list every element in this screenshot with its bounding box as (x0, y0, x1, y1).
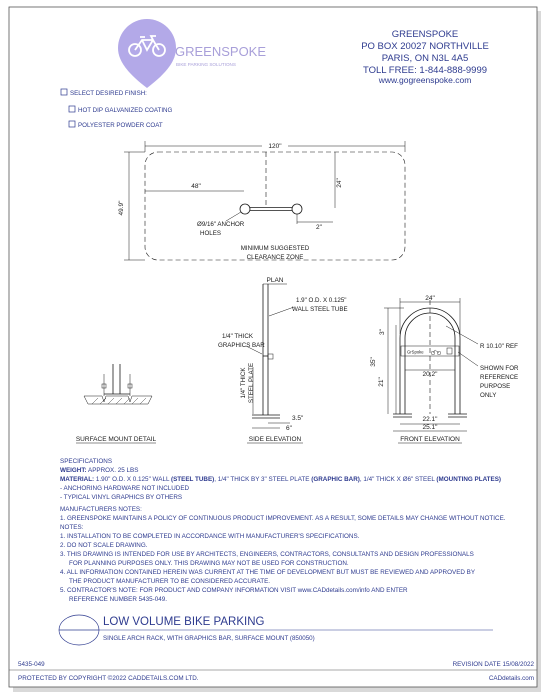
note-3b: FOR PLANNING PURPOSES ONLY. THIS DRAWING MAY NOT BE USED FOR CONSTRUCTION. (69, 560, 349, 567)
clearance-zone-label-2: CLEARANCE ZONE (246, 254, 304, 261)
dim-48-label: 48" (191, 183, 201, 190)
front-dim-35: 35" (370, 357, 377, 367)
front-dim-3: 3" (379, 329, 386, 335)
notes-heading: NOTES: (60, 524, 84, 531)
side-plate-label-2: STEEL PLATE (248, 362, 255, 404)
side-tube-label-1: 1.9" O.D. X 0.125" (296, 297, 347, 304)
caddetails-link[interactable]: CADdetails.com (488, 675, 534, 682)
spec-weight-value: APPROX. 25 LBS (86, 467, 139, 474)
finish-option-powder-coat: POLYESTER POWDER COAT (78, 122, 163, 129)
side-bar-label-1: 1/4" THICK (222, 333, 253, 340)
spec-line-4: - TYPICAL VINYL GRAPHICS BY OTHERS (60, 494, 183, 501)
contact-phone: TOLL FREE: 1-844-888-9999 (362, 65, 488, 76)
note-5a: 5. CONTRACTOR'S NOTE: FOR PRODUCT AND COMPANY INFORMATION VISIT www.CADdetails.com/info AND ENTER (60, 587, 408, 594)
side-plate-label-1: 1/4" THICK (240, 367, 247, 399)
front-elevation-caption: FRONT ELEVATION (400, 436, 460, 443)
note-5b: REFERENCE NUMBER 5435-049. (69, 596, 167, 603)
manufacturer-note-1: 1. GREENSPOKE MAINTAINS A POLICY OF CONTINUOUS PRODUCT IMPROVEMENT. AS A RESULT, SOME DETAILS MAY CHANGE WITHOUT NOTICE. (60, 515, 506, 522)
clearance-zone-label-1: MINIMUM SUGGESTED (240, 245, 310, 252)
spec-material-part-3: , 1/4" THICK X Ø6" STEEL (359, 476, 437, 483)
note-4a: 4. ALL INFORMATION CONTAINED HEREIN WAS CURRENT AT THE TIME OF DEVELOPMENT BUT MUST BE REVIEWED AND APPROVED BY (60, 569, 476, 576)
reference-number: 5435-049 (18, 661, 45, 668)
spec-line-3: - ANCHORING HARDWARE NOT INCLUDED (60, 485, 190, 492)
drawing-subtitle: SINGLE ARCH RACK, WITH GRAPHICS BAR, SURFACE MOUNT (850050) (103, 635, 315, 642)
revision-date: REVISION DATE 15/08/2022 (452, 661, 534, 668)
brand-tagline: BIKE PARKING SOLUTIONS (176, 62, 236, 67)
note-3a: 3. THIS DRAWING IS INTENDED FOR USE BY ARCHITECTS, ENGINEERS, CONTRACTORS, CONSULTANTS AND DESIGN PROFESSIONALS (60, 551, 474, 558)
side-bar-label-2: GRAPHICS BAR (218, 342, 265, 349)
notes-heading-manufacturer: MANUFACTURERS NOTES: (60, 506, 142, 513)
front-dim-20-2: 20.2" (422, 371, 438, 378)
copyright: PROTECTED BY COPYRIGHT ©2022 CADDETAILS.COM LTD. (18, 675, 199, 682)
surface-mount-caption: SURFACE MOUNT DETAIL (75, 436, 157, 443)
spec-weight-label: WEIGHT: (60, 467, 87, 474)
spec-material-steel-tube: (STEEL TUBE) (170, 476, 215, 483)
anchor-holes-label-2: HOLES (200, 230, 221, 237)
graphics-bar-text: GrSpoke (407, 349, 424, 355)
front-ref-label-2: REFERENCE (480, 374, 519, 381)
dim-120-label: 120" (268, 143, 282, 150)
drawing-title: LOW VOLUME BIKE PARKING (103, 616, 265, 628)
side-elevation-caption: SIDE ELEVATION (248, 436, 302, 443)
front-dim-25-1: 25.1" (422, 424, 438, 431)
brand-name: GREENSPOKE (175, 44, 267, 59)
dim-49-label: 49.9" (118, 200, 125, 216)
spec-material-part-2: , 1/4" THICK BY 3" STEEL PLATE (214, 476, 312, 483)
dim-24-plan-label: 24" (336, 178, 343, 188)
finish-option-hot-dip: HOT DIP GALVANIZED COATING (78, 107, 173, 114)
note-4b: THE PRODUCT MANUFACTURER TO BE CONSIDERED ACCURATE. (69, 578, 271, 585)
finish-title: SELECT DESIRED FINISH: (70, 90, 147, 97)
front-dim-22-1: 22.1" (422, 416, 438, 423)
contact-website[interactable]: www.gogreenspoke.com (378, 75, 472, 85)
side-tube-label-2: WALL STEEL TUBE (292, 306, 348, 313)
spec-heading: SPECIFICATIONS (60, 458, 113, 465)
front-ref-label-3: PURPOSE (480, 383, 511, 390)
contact-company: GREENSPOKE (391, 29, 459, 40)
anchor-holes-label-1: Ø9/16" ANCHOR (197, 221, 245, 228)
side-dim-6: 6" (286, 425, 292, 432)
note-2: 2. DO NOT SCALE DRAWING. (60, 542, 148, 549)
note-1: 1. INSTALLATION TO BE COMPLETED IN ACCORDANCE WITH MANUFACTURER'S SPECIFICATIONS. (60, 533, 360, 540)
plan-caption: PLAN (266, 277, 284, 284)
front-dim-21: 21" (378, 377, 385, 387)
spec-material-label: MATERIAL: (60, 476, 95, 483)
svg-text:MATERIAL: 1.90" O.D. X 0.125" (60, 476, 501, 483)
svg-text:WEIGHT: APPROX. 25 LBS (60, 467, 138, 474)
contact-address-2: PARIS, ON N3L 4A5 (381, 53, 469, 64)
dim-2-label: 2" (316, 224, 322, 231)
spec-material-mounting-plates: (MOUNTING PLATES) (436, 476, 502, 483)
spec-material-graphic-bar: (GRAPHIC BAR) (311, 476, 360, 483)
side-dim-3-5: 3.5" (292, 415, 304, 422)
spec-material-part-1: 1.90" O.D. X 0.125" WALL (94, 476, 171, 483)
contact-address-1: PO BOX 20027 NORTHVILLE (361, 41, 489, 52)
front-radius-label: R 10.10" REF (480, 343, 518, 350)
front-dim-24: 24" (425, 295, 435, 302)
front-ref-label-1: SHOWN FOR (480, 365, 519, 372)
front-ref-label-4: ONLY (480, 392, 497, 399)
